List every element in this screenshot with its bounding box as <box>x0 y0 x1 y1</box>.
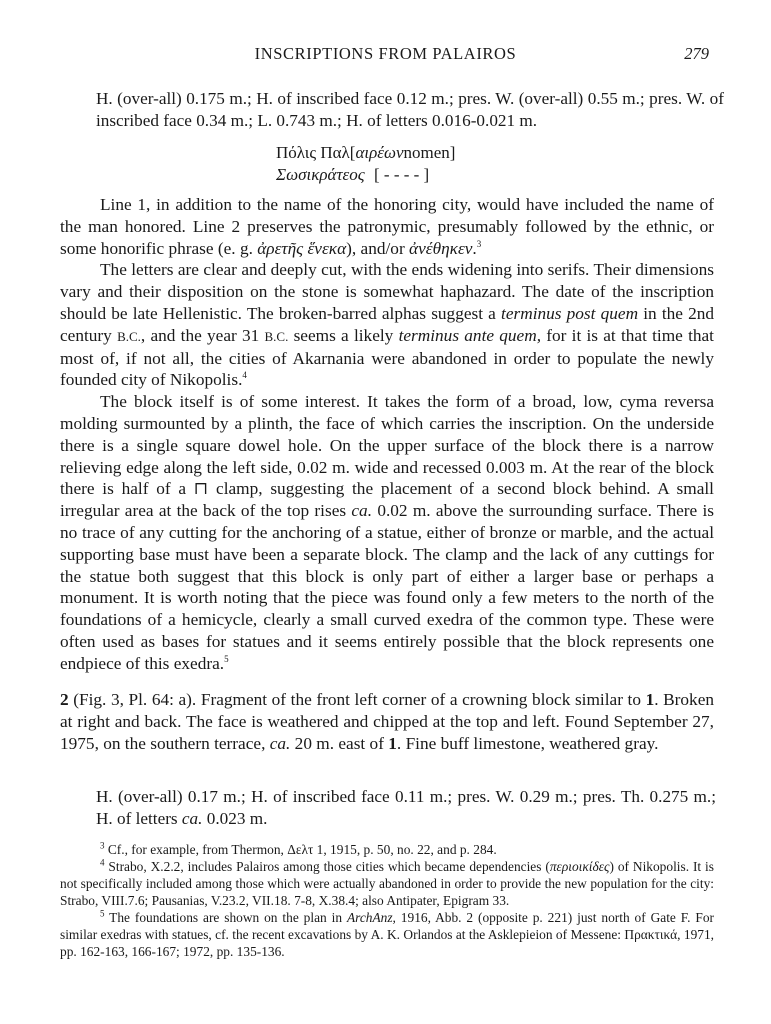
inscription-text <box>276 142 455 186</box>
p2-text-a: The letters are clear and deeply cut, with the ends widening into serifs. Their dimensions vary and their disposition on the stone is somewhat haphazard. The date of the inscription should be late Hellenistic. The broken-barred alphas suggest a <box>60 260 714 323</box>
p2-italic-2: terminus ante quem, <box>398 325 542 345</box>
p2-bc-2: B.C. <box>264 328 289 344</box>
page-number: 279 <box>684 44 709 63</box>
measurements-inscription-2 <box>96 786 716 830</box>
inscription-line-2 <box>276 164 455 186</box>
p1-text-a: Line 1, in addition to the name of the honoring city, would have included the name of the man honored. Line 2 preserves the patronymic, presumably followed by the ethnic, or some honorific phrase (e. g. <box>60 195 714 258</box>
entry-2-text-b: . Broken at right and back. The face is weathered and chipped at the top and left. Found September 27, 1975, on the southern terrace, <box>60 690 715 753</box>
m2-ca: ca. <box>181 809 203 828</box>
catalogue-entry-2 <box>60 689 714 754</box>
entry-2-text-c: 20 m. east of <box>290 733 389 753</box>
inscription-line-2-a: Σωσικράτεος <box>276 165 365 184</box>
footnote-4-text-b: ) of Nikopolis. It is not specifically included among those which were actually abandoned in order to provide the new population for the city: Strabo, VIII.7.6; Pausanias, V.23.2, VII.18. 7-8, X.38.4; also Antipater, Epigram 33. <box>60 859 714 908</box>
footnote-3-number: 3 <box>100 840 105 851</box>
entry-2-text-a: (Fig. 3, Pl. 64: a). Fragment of the front left corner of a crowning block similar to <box>68 690 646 709</box>
footnote-4-text-a: Strabo, X.2.2, includes Palairos among those cities which became dependencies ( <box>104 859 550 874</box>
m2-text-b: 0.023 m. <box>202 809 268 828</box>
running-title: INSCRIPTIONS FROM PALAIROS <box>254 44 517 63</box>
entry-2-description <box>60 689 714 754</box>
footnote-5-text-b: 1916, Abb. 2 (opposite p. 221) just north of Gate F. For similar exedras with statues, cf. the recent excavations by A. K. Orlandos at the Asklepieion of Messene: <box>60 910 714 942</box>
footnote-ref-3: 3 <box>476 238 482 249</box>
entry-number: 2 <box>60 690 69 709</box>
footnotes <box>60 841 714 960</box>
p3-text-a: The block itself is of some interest. It takes the form of a broad, low, cyma reversa molding surmounted by a plinth, the face of which carries the inscription. On the underside there is a single square dowel hole. On the upper surface of the block there is a narrow relieving edge along the left side, 0.02 m. wide and recessed 0.003 m. At the rear of the block there is half of a <box>60 392 714 499</box>
p2-text-c: , and the year 31 <box>140 325 265 345</box>
footnote-3-text: Cf., for example, from Thermon, Δελτ 1, 1915, p. 50, no. 22, and p. 284. <box>104 842 497 857</box>
p3-ca: ca. <box>351 501 373 521</box>
footnote-5-italic: ArchAnz, <box>346 910 396 925</box>
measurements-inscription-1: H. (over-all) 0.175 m.; H. of inscribed face 0.12 m.; pres. W. (over-all) 0.55 m.; pres. W. of inscribed face 0.34 m.; L. 0.743 m.; H. of letters 0.016-0.021 m. <box>96 89 724 130</box>
p2-text-d: seems a likely <box>288 325 399 345</box>
inscription-line-1-c: nomen] <box>403 143 456 162</box>
p1-greek-2: ἀνέθηκεν <box>409 238 473 258</box>
p2-text-b: in the 2nd century <box>60 303 715 345</box>
m2-text-a: H. (over-all) 0.17 m.; H. of inscribed face 0.11 m.; pres. W. 0.29 m.; pres. Th. 0.275 m.; H. of letters <box>96 787 716 828</box>
entry-2-text-d: . Fine buff limestone, weathered gray. <box>396 733 659 753</box>
footnote-5 <box>60 909 714 960</box>
clamp-symbol: ⊓ <box>193 479 209 499</box>
p2-text-e: for it is at that time that most of, if not all, the cities of Akarnania were abandoned in order to populate the newly founded city of Nikopolis. <box>60 325 714 390</box>
commentary-body <box>60 194 714 675</box>
p3-text-b: clamp, suggesting the placement of a second block behind. A small irregular area at the back of the top rises <box>60 479 714 521</box>
paragraph-2 <box>60 259 714 391</box>
footnote-5-text-a: The foundations are shown on the plan in <box>104 910 347 925</box>
paragraph-3 <box>60 391 714 674</box>
p1-text-c: . <box>472 238 477 258</box>
footnote-5-greek: Πρακτικά <box>624 927 678 942</box>
inscription-line-1-a: Πόλις Παλ[ <box>276 143 356 162</box>
entry-2-ca: ca. <box>269 733 291 753</box>
inscription-line-1 <box>276 142 455 164</box>
p2-italic-1: terminus post quem <box>501 303 639 323</box>
footnote-5-number: 5 <box>100 908 105 919</box>
footnote-5-text-c: , 1971, pp. 162-163, 166-167; 1972, pp. 135-136. <box>60 927 714 959</box>
entry-2-ref-1: 1 <box>645 690 655 709</box>
p2-bc-1: B.C. <box>117 328 141 344</box>
inscription-line-2-lacuna: [ - - - - ] <box>374 165 430 184</box>
p1-text-b: ), and/or <box>346 238 410 258</box>
paragraph-1 <box>60 194 714 259</box>
entry-2-ref-2: 1 <box>388 733 397 753</box>
footnote-4-greek: περιοικίδες <box>549 859 610 874</box>
footnote-ref-4: 4 <box>242 370 247 381</box>
footnote-4 <box>60 858 714 909</box>
footnote-ref-5: 5 <box>224 653 229 664</box>
running-head <box>0 44 771 68</box>
inscription-line-1-restored: αιρέων <box>355 143 404 162</box>
p1-greek-1: ἀρετῆς ἕνεκα <box>257 238 347 258</box>
footnote-3 <box>60 841 714 858</box>
footnote-4-number: 4 <box>100 857 105 868</box>
p3-text-c: 0.02 m. above the surrounding surface. There is no trace of any cutting for the anchoring of a statue, either of bronze or marble, and the actual supporting base must have been a separate block. The clamp and the lack of any cuttings for the statue both suggest that this block is only part of either a larger base or perhaps a monument. It is worth noting that the piece was found only a few meters to the north of the foundations of a hemicycle, clearly a small curved exedra of the common type. These were often used as bases for statues and it seems entirely possible that the block represents one endpiece of this exedra. <box>60 501 714 673</box>
